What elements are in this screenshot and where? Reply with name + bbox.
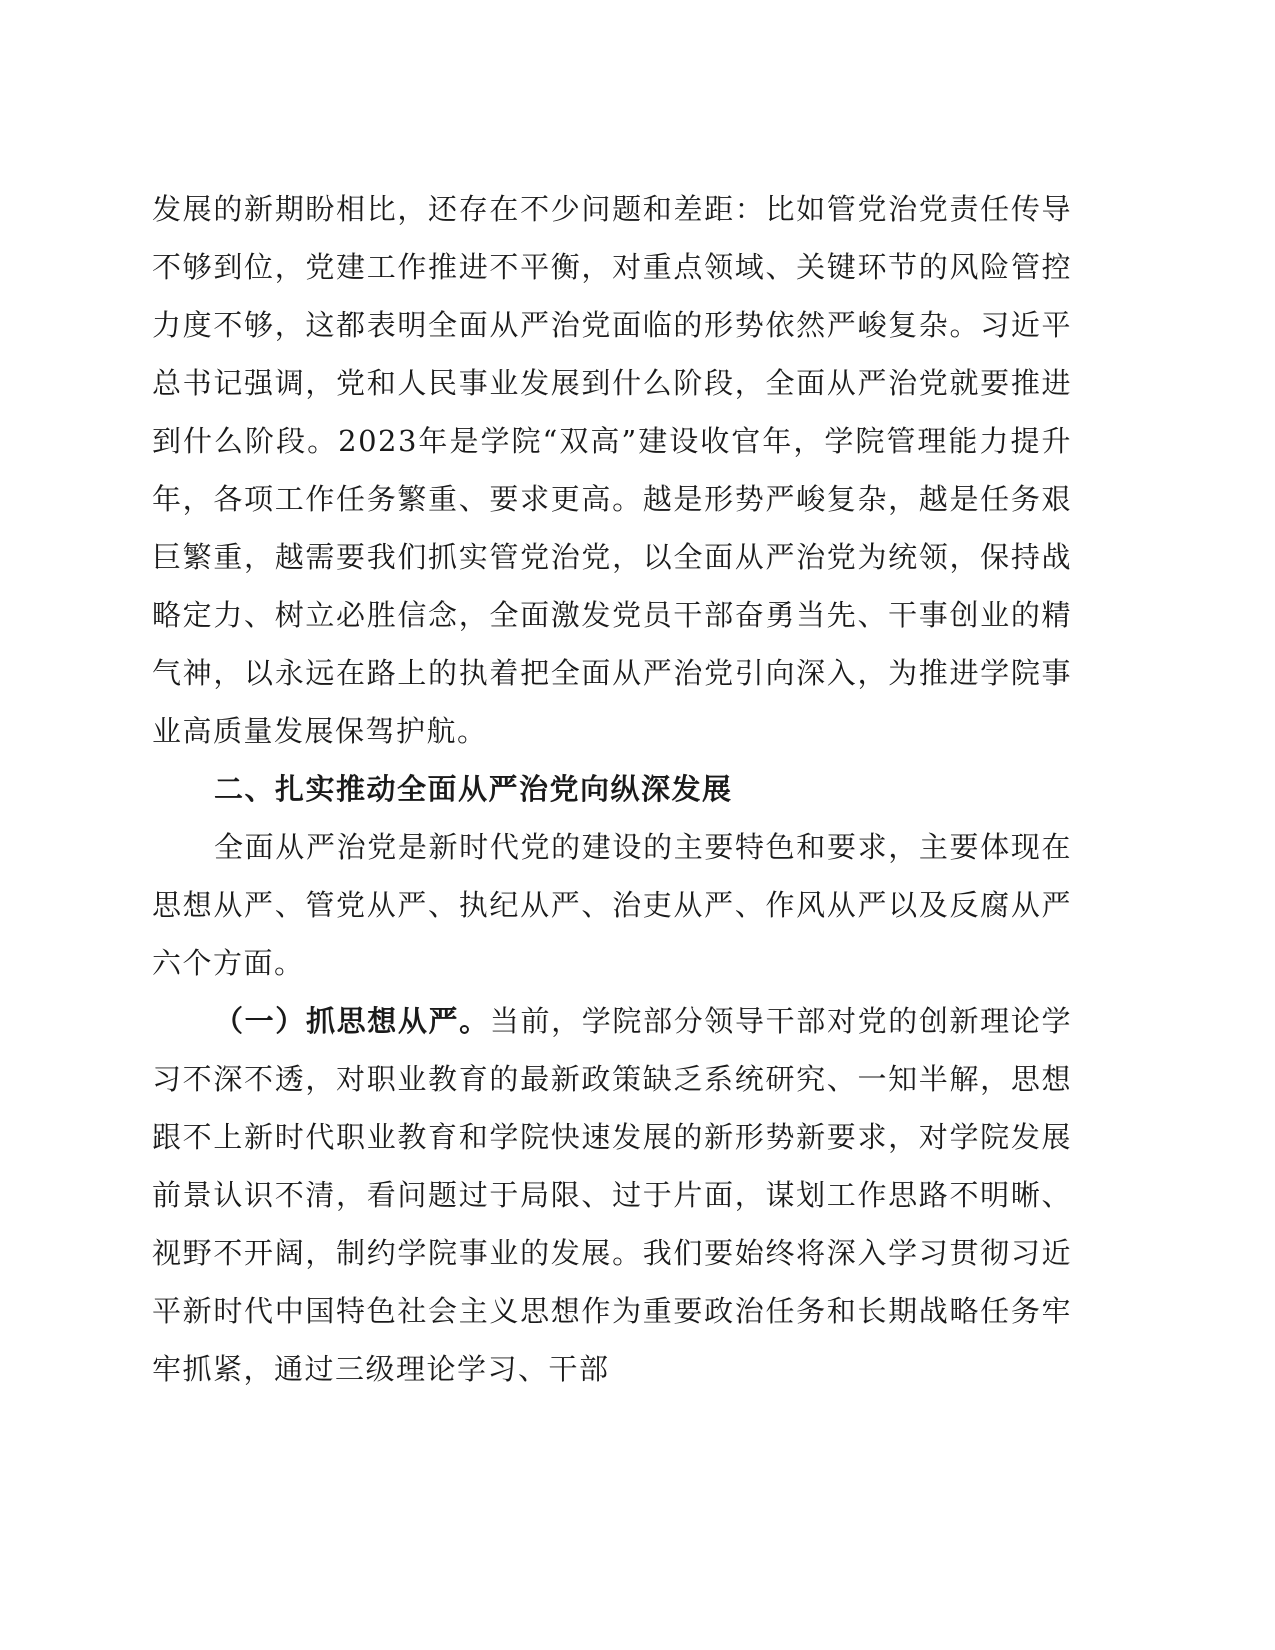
subsection-lead: （一）抓思想从严。	[214, 1004, 490, 1038]
document-body	[152, 180, 1072, 1398]
subsection-body: 当前，学院部分领导干部对党的创新理论学习不深不透，对职业教育的最新政策缺乏系统研究、一知半解，思想跟不上新时代职业教育和学院快速发展的新形势新要求，对学院发展前景认识不清，看问题过于局限、过于片面，谋划工作思路不明晰、视野不开阔，制约学院事业的发展。我们要始终将深入学习贯彻习近平新时代中国特色社会主义思想作为重要政治任务和长期战略任务牢牢抓紧，通过三级理论学习、干部	[152, 1004, 1072, 1386]
paragraph-continuation: 发展的新期盼相比，还存在不少问题和差距：比如管党治党责任传导不够到位，党建工作推进不平衡，对重点领域、关键环节的风险管控力度不够，这都表明全面从严治党面临的形势依然严峻复杂。习近平总书记强调，党和人民事业发展到什么阶段，全面从严治党就要推进到什么阶段。2023年是学院“双高”建设收官年，学院管理能力提升年，各项工作任务繁重、要求更高。越是形势严峻复杂，越是任务艰巨繁重，越需要我们抓实管党治党，以全面从严治党为统领，保持战略定力、树立必胜信念，全面激发党员干部奋勇当先、干事创业的精气神，以永远在路上的执着把全面从严治党引向深入，为推进学院事业高质量发展保驾护航。	[152, 192, 1072, 748]
section-heading: 二、扎实推动全面从严治党向纵深发展	[214, 772, 733, 806]
paragraph-subsection	[152, 992, 1072, 1398]
paragraph-overview: 全面从严治党是新时代党的建设的主要特色和要求，主要体现在思想从严、管党从严、执纪从严、治吏从严、作风从严以及反腐从严六个方面。	[152, 830, 1072, 980]
